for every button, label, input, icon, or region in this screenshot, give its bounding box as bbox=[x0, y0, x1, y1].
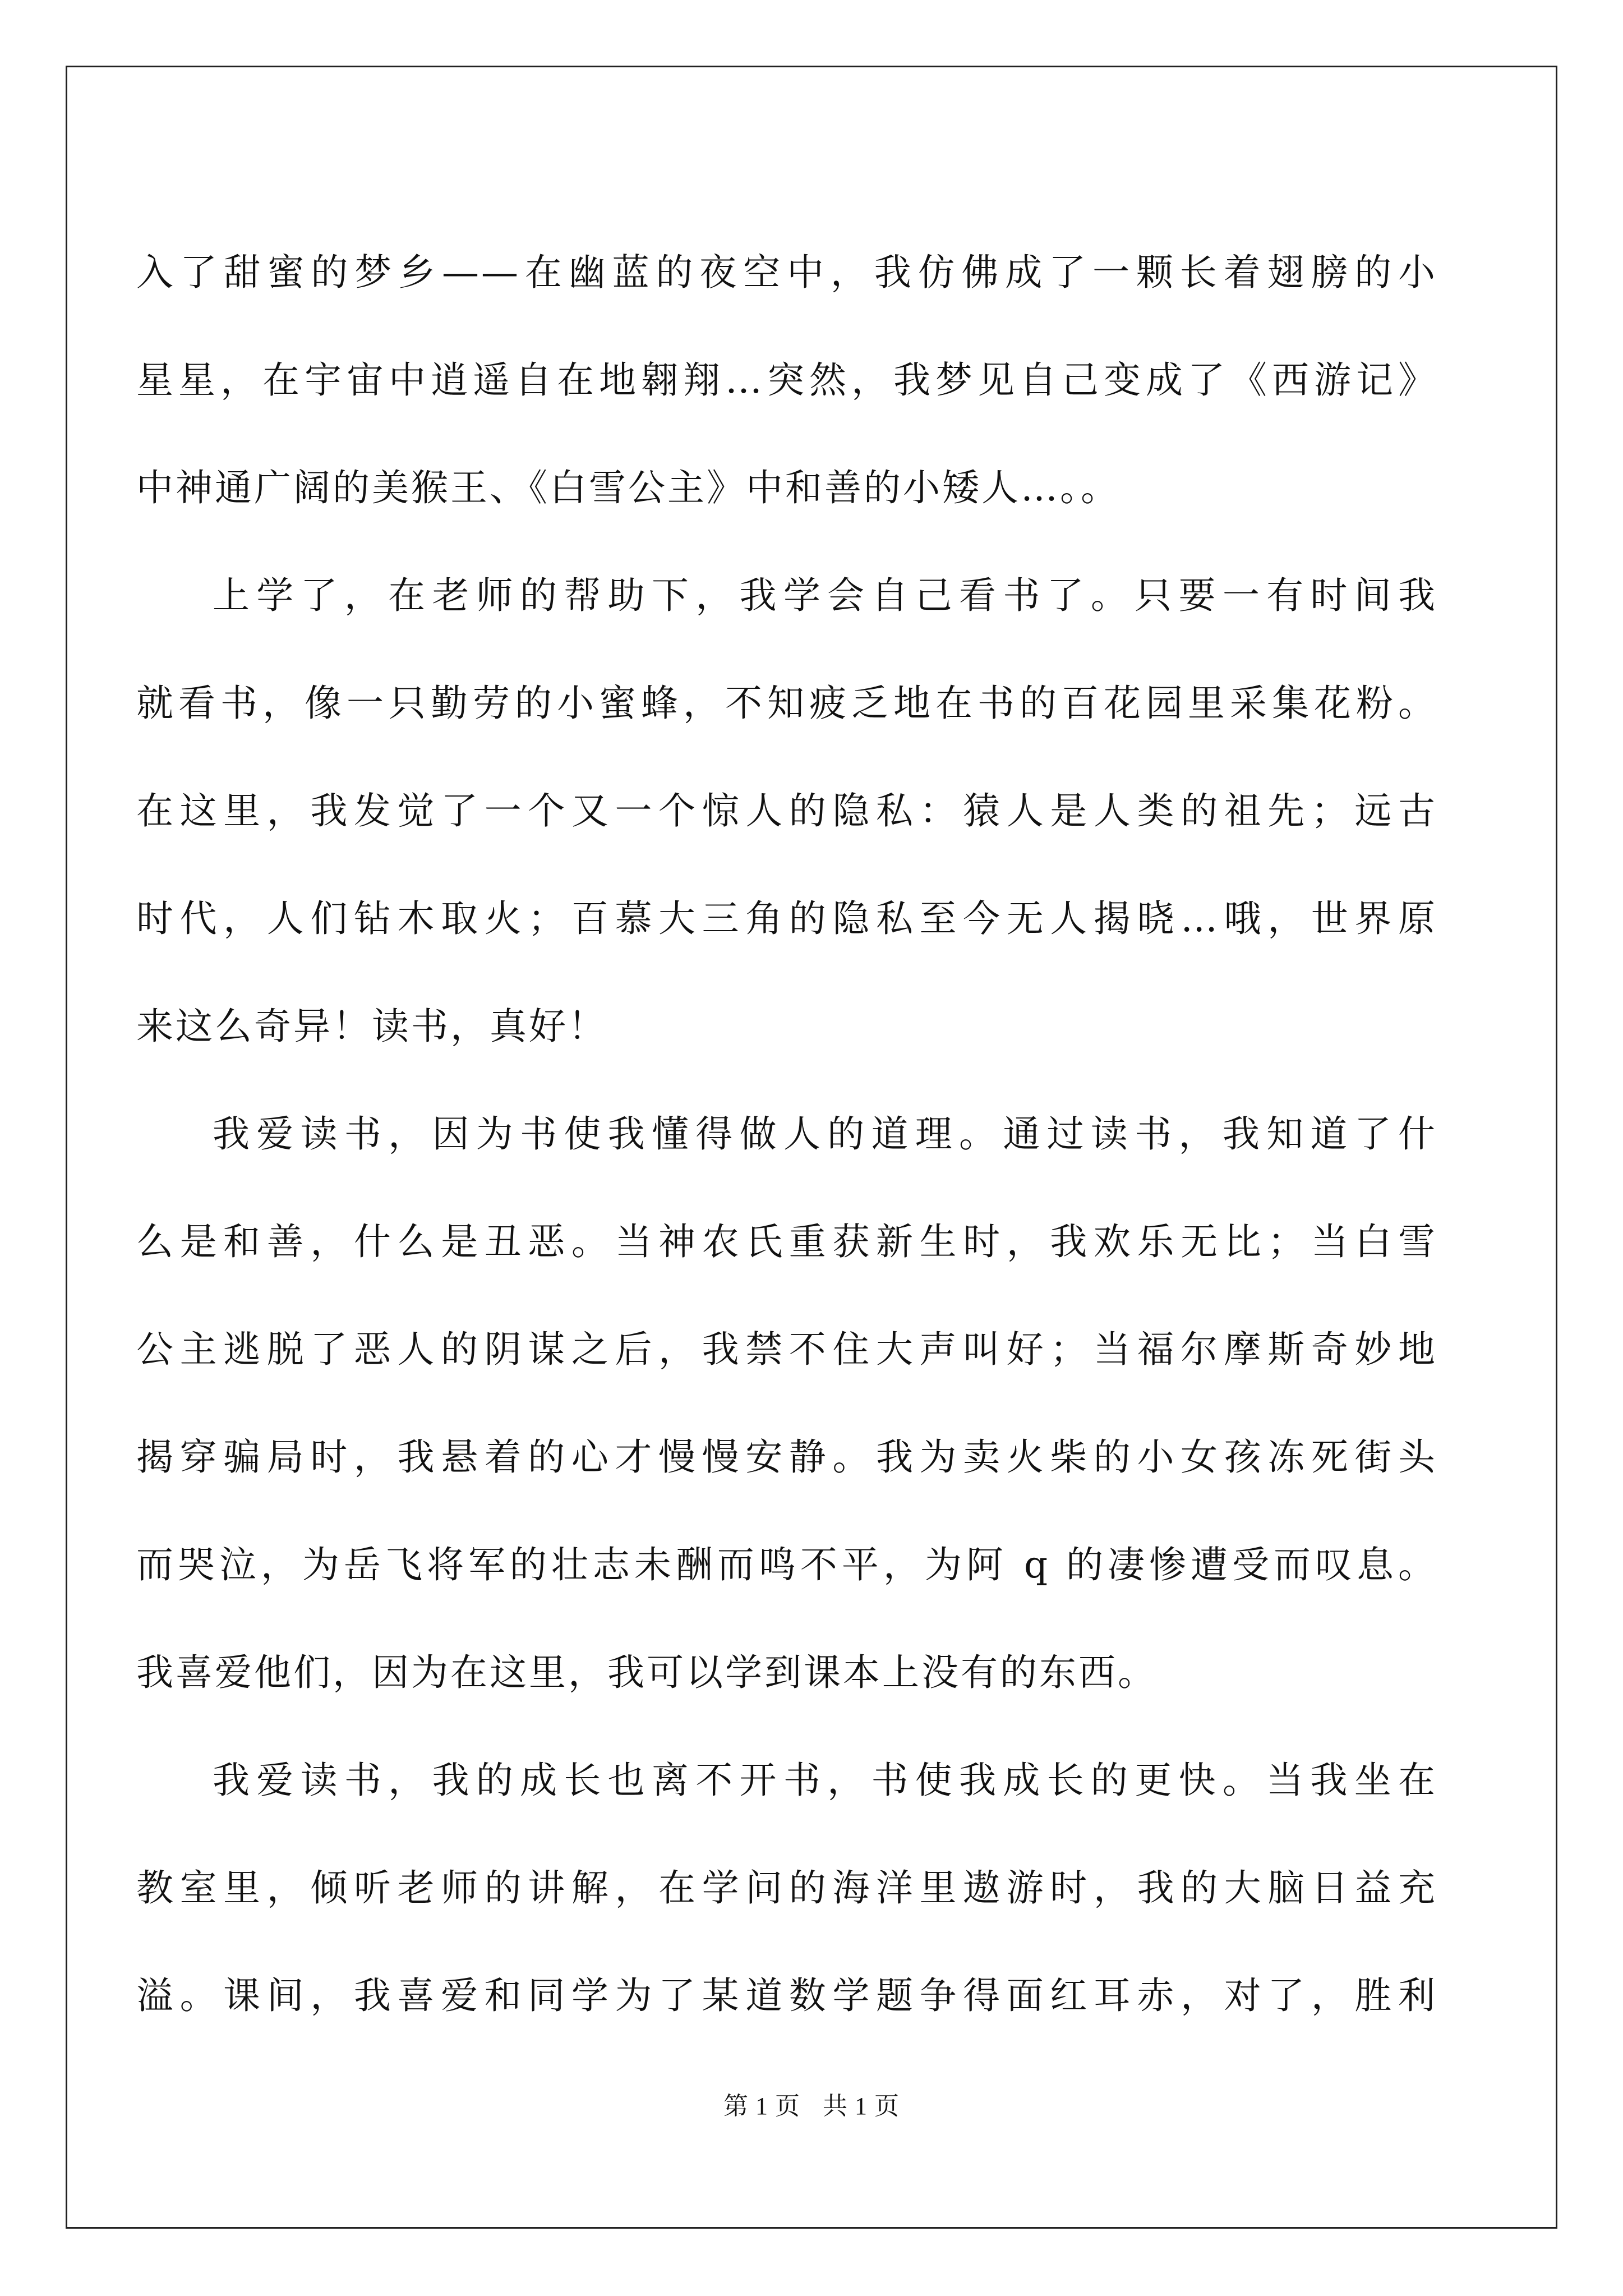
text-line: 么是和善，什么是丑恶。当神农氏重获新生时，我欢乐无比；当白雪 bbox=[136, 1220, 1437, 1263]
text-line: 星星，在宇宙中逍遥自在地翱翔…突然，我梦见自己变成了《西游记》 bbox=[136, 358, 1437, 402]
text-line: 而哭泣，为岳飞将军的壮志未酬而鸣不平，为阿 q 的凄惨遭受而叹息。 bbox=[136, 1543, 1437, 1586]
paragraph-first-line: 我爱读书，因为书使我懂得做人的道理。通过读书，我知道了什 bbox=[213, 1112, 1437, 1156]
total-pages: 共 1 页 bbox=[823, 2092, 900, 2120]
text-line: 就看书，像一只勤劳的小蜜蜂，不知疲乏地在书的百花园里采集花粉。 bbox=[136, 682, 1437, 725]
text-line: 溢。课间，我喜爱和同学为了某道数学题争得面红耳赤，对了，胜利 bbox=[136, 1974, 1437, 2017]
text-line: 来这么奇异！读书，真好！ bbox=[136, 1005, 607, 1048]
text-line: 入了甜蜜的梦乡——在幽蓝的夜空中，我仿佛成了一颗长着翅膀的小 bbox=[136, 251, 1437, 294]
text-line: 我喜爱他们，因为在这里，我可以学到课本上没有的东西。 bbox=[136, 1651, 1157, 1694]
text-line: 中神通广阔的美猴王、《白雪公主》中和善的小矮人…。。 bbox=[136, 466, 1120, 509]
page-footer bbox=[0, 2086, 1623, 2122]
text-line: 揭穿骗局时，我悬着的心才慢慢安静。我为卖火柴的小女孩冻死街头 bbox=[136, 1435, 1437, 1479]
page-number: 第 1 页 bbox=[723, 2092, 800, 2120]
text-line: 在这里，我发觉了一个又一个惊人的隐私：猿人是人类的祖先；远古 bbox=[136, 789, 1437, 832]
text-line: 公主逃脱了恶人的阴谋之后，我禁不住大声叫好；当福尔摩斯奇妙地 bbox=[136, 1328, 1437, 1371]
paragraph-first-line: 上学了，在老师的帮助下，我学会自己看书了。只要一有时间我 bbox=[213, 574, 1437, 617]
paragraph-first-line: 我爱读书，我的成长也离不开书，书使我成长的更快。当我坐在 bbox=[213, 1759, 1437, 1802]
text-line: 时代，人们钻木取火；百慕大三角的隐私至今无人揭晓…哦，世界原 bbox=[136, 897, 1437, 940]
text-line: 教室里，倾听老师的讲解，在学问的海洋里遨游时，我的大脑日益充 bbox=[136, 1866, 1437, 1910]
document-body bbox=[136, 219, 1437, 2050]
